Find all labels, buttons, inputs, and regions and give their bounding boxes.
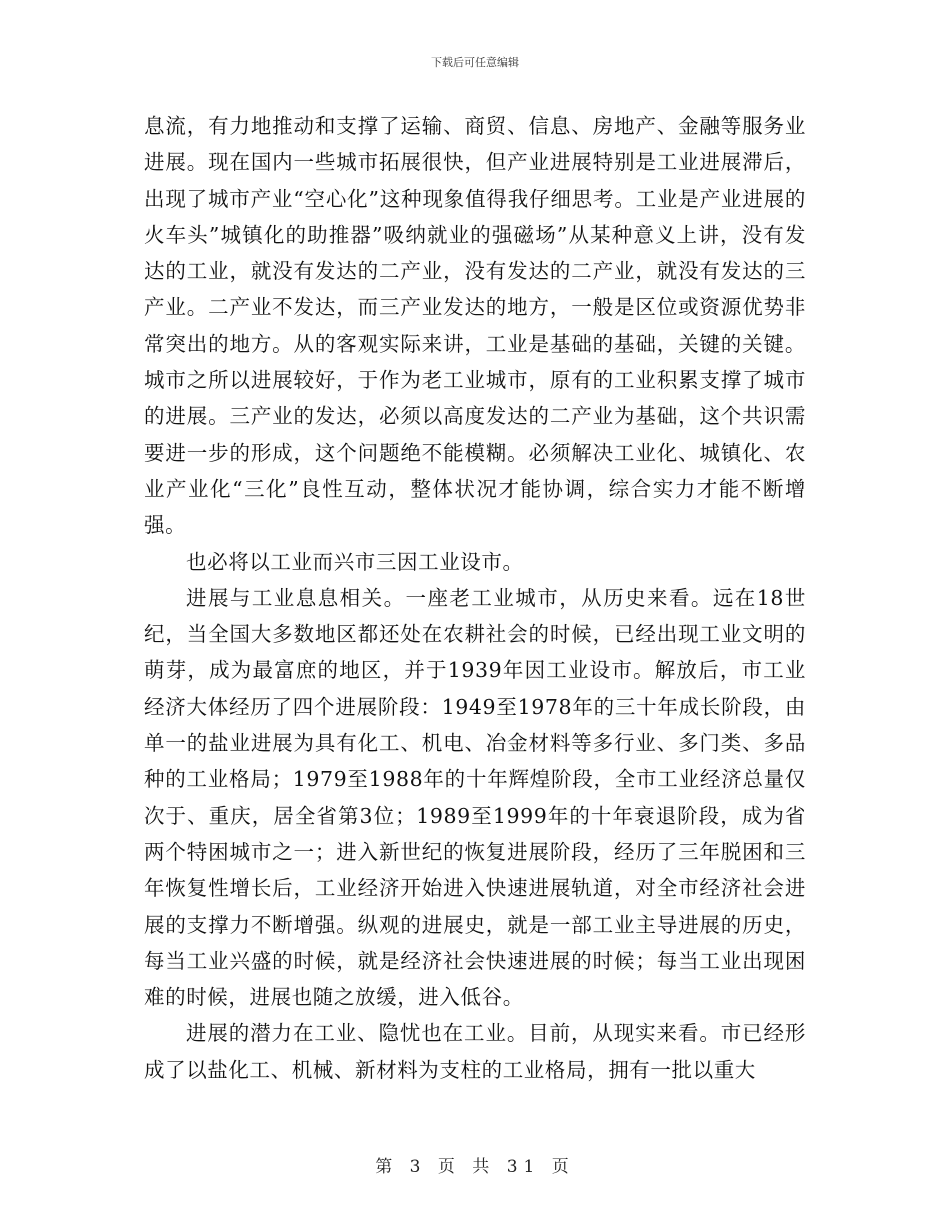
paragraph: 进展的潜力在工业、隐忧也在工业。目前，从现实来看。市已经形成了以盐化工、机械、新材料为支柱的工业格局，拥有一批以重大 [144,1021,806,1082]
paragraph: 息流，有力地推动和支撑了运输、商贸、信息、房地产、金融等服务业进展。现在国内一些城市拓展很快，但产业进展特别是工业进展滞后，出现了城市产业“空心化”这种现象值得我仔细思考。工业是产业进展的火车头”城镇化的助推器”吸纳就业的强磁场”从某种意义上讲，没有发达的工业，就没有发达的二产业，没有发达的二产业，就没有发达的三产业。二产业不发达，而三产业发达的地方，一般是区位或资源优势非常突出的地方。从的客观实际来讲，工业是基础的基础，关键的关键。城市之所以进展较好，于作为老工业城市，原有的工业积累支撑了城市的进展。三产业的发达，必须以高度发达的二产业为基础，这个共识需要进一步的形成，这个问题绝不能模糊。必须解决工业化、城镇化、农业产业化“三化”良性互动，整体状况才能协调，综合实力才能不断增强。 [144,114,806,538]
paragraph: 进展与工业息息相关。一座老工业城市，从历史来看。远在18世纪，当全国大多数地区都还处在农耕社会的时候，已经出现工业文明的萌芽，成为最富庶的地区，并于1939年因工业设市。解放后，市工业经济大体经历了四个进展阶段：1949至1978年的三十年成长阶段，由单一的盐业进展为具有化工、机电、冶金材料等多行业、多门类、多品种的工业格局；1979至1988年的十年辉煌阶段，全市工业经济总量仅次于、重庆，居全省第3位；1989至1999年的十年衰退阶段，成为省两个特困城市之一；进入新世纪的恢复进展阶段，经历了三年脱困和三年恢复性增长后，工业经济开始进入快速进展轨道，对全市经济社会进展的支撑力不断增强。纵观的进展史，就是一部工业主导进展的历史，每当工业兴盛的时候，就是经济社会快速进展的时候；每当工业出现困难的时候，进展也随之放缓，进入低谷。 [144,585,806,1010]
page-number: 第 3 页 共 31 页 [375,1157,575,1177]
paragraph: 也必将以工业而兴市三因工业设市。 [186,549,524,574]
page-header: 下载后可任意编辑 [431,56,519,69]
document-body [144,108,806,1088]
